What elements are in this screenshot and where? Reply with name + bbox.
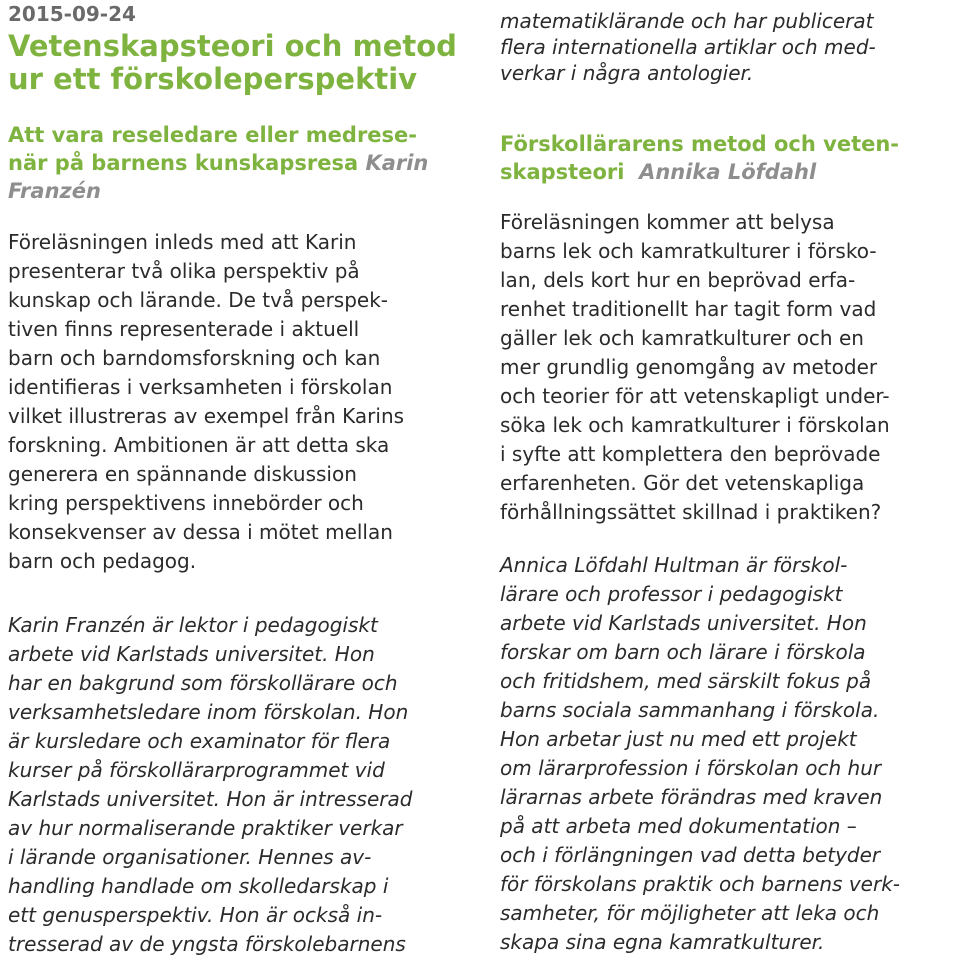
- bio-line: för förskolans praktik och barnens verk-: [500, 872, 900, 896]
- section-2-bio: [500, 551, 900, 957]
- section-2-title-line: Förskollärarens metod och veten-: [500, 132, 900, 156]
- bio-line: skapa sina egna kamratkulturer.: [500, 930, 825, 954]
- body-line: gäller lek och kamratkulturer och en: [500, 326, 864, 350]
- bio-line: i lärande organisationer. Hennes av-: [8, 845, 372, 869]
- bio-line: Annica Löfdahl Hultman är förskol-: [500, 553, 848, 577]
- page-title-line: ur ett förskoleperspektiv: [8, 62, 418, 96]
- body-line: Föreläsningen kommer att belysa: [500, 210, 835, 234]
- body-line: barn och pedagog.: [8, 549, 197, 573]
- page-title: [8, 30, 457, 96]
- continued-bio: [500, 8, 876, 86]
- bio-line: lärarnas arbete förändras med kraven: [500, 785, 883, 809]
- section-2-heading: [500, 130, 899, 186]
- bio-line: Hon arbetar just nu med ett projekt: [500, 727, 857, 751]
- bio-line: arbete vid Karlstads universitet. Hon: [500, 611, 867, 635]
- continued-line: flera internationella artiklar och med-: [500, 35, 876, 59]
- section-1-author-last: Franzén: [8, 179, 101, 203]
- body-line: Föreläsningen inleds med att Karin: [8, 230, 357, 254]
- continued-line: matematiklärande och har publicerat: [500, 9, 874, 33]
- body-line: i syfte att komplettera den beprövade: [500, 442, 881, 466]
- section-2-title-line-2: [500, 158, 899, 186]
- bio-line: och i förlängningen vad detta betyder: [500, 843, 881, 867]
- body-line: generera en spännande diskussion: [8, 462, 357, 486]
- continued-line: verkar i några antologier.: [500, 61, 754, 85]
- bio-line: har en bakgrund som förskollärare och: [8, 671, 398, 695]
- body-line: kring perspektivens innebörder och: [8, 491, 364, 515]
- body-line: barns lek och kamratkulturer i försko-: [500, 239, 877, 263]
- section-1-heading: [8, 121, 428, 205]
- bio-line: ett genusperspektiv. Hon är också in-: [8, 903, 383, 927]
- body-line: konsekvenser av dessa i mötet mellan: [8, 520, 393, 544]
- bio-line: om lärarprofession i förskolan och hur: [500, 756, 882, 780]
- section-1-body: [8, 228, 404, 576]
- body-line: förhållningssättet skillnad i praktiken?: [500, 500, 882, 524]
- bio-line: av hur normaliserande praktiker verkar: [8, 816, 403, 840]
- bio-line: handling handlade om skolledarskap i: [8, 874, 389, 898]
- body-line: kunskap och lärande. De två perspek-: [8, 288, 389, 312]
- body-line: mer grundlig genomgång av metoder: [500, 355, 878, 379]
- bio-line: verksamhetsledare inom förskolan. Hon: [8, 700, 409, 724]
- section-2-title-text: skapsteori: [500, 160, 625, 184]
- body-line: erfarenheten. Gör det vetenskapliga: [500, 471, 865, 495]
- bio-line: forskar om barn och lärare i förskola: [500, 640, 866, 664]
- bio-line: är kursledare och examinator för flera: [8, 729, 391, 753]
- body-line: söka lek och kamratkulturer i förskolan: [500, 413, 890, 437]
- body-line: barn och barndomsforskning och kan: [8, 346, 381, 370]
- bio-line: Karin Franzén är lektor i pedagogiskt: [8, 613, 378, 637]
- section-2-body: [500, 208, 890, 527]
- section-1-title-text: när på barnens kunskapsresa: [8, 151, 359, 175]
- bio-line: kurser på förskollärarprogrammet vid: [8, 758, 385, 782]
- body-line: och teorier för att vetenskapligt under-: [500, 384, 890, 408]
- body-line: forskning. Ambitionen är att detta ska: [8, 433, 390, 457]
- body-line: identifieras i verksamheten i förskolan: [8, 375, 393, 399]
- section-1-title-line-2: [8, 149, 428, 177]
- body-line: renhet traditionellt har tagit form vad: [500, 297, 877, 321]
- bio-line: tresserad av de yngsta förskolebarnens: [8, 932, 406, 956]
- section-1-title-line: Att vara reseledare eller medrese-: [8, 123, 417, 147]
- bio-line: barns sociala sammanhang i förskola.: [500, 698, 880, 722]
- page-date: 2015-09-24: [8, 2, 136, 26]
- body-line: presenterar två olika perspektiv på: [8, 259, 360, 283]
- bio-line: samheter, för möjligheter att leka och: [500, 901, 880, 925]
- section-1-author-first: Karin: [365, 151, 429, 175]
- body-line: vilket illustreras av exempel från Karins: [8, 404, 405, 428]
- bio-line: och fritidshem, med särskilt fokus på: [500, 669, 872, 693]
- bio-line: arbete vid Karlstads universitet. Hon: [8, 642, 375, 666]
- bio-line: Karlstads universitet. Hon är intresserad: [8, 787, 413, 811]
- bio-line: på att arbeta med dokumentation –: [500, 814, 857, 838]
- body-line: lan, dels kort hur en beprövad erfa-: [500, 268, 856, 292]
- page-title-line: Vetenskapsteori och metod: [8, 29, 457, 63]
- section-2-author: Annika Löfdahl: [639, 160, 817, 184]
- body-line: tiven finns representerade i aktuell: [8, 317, 360, 341]
- bio-line: lärare och professor i pedagogiskt: [500, 582, 843, 606]
- section-1-bio: [8, 611, 412, 959]
